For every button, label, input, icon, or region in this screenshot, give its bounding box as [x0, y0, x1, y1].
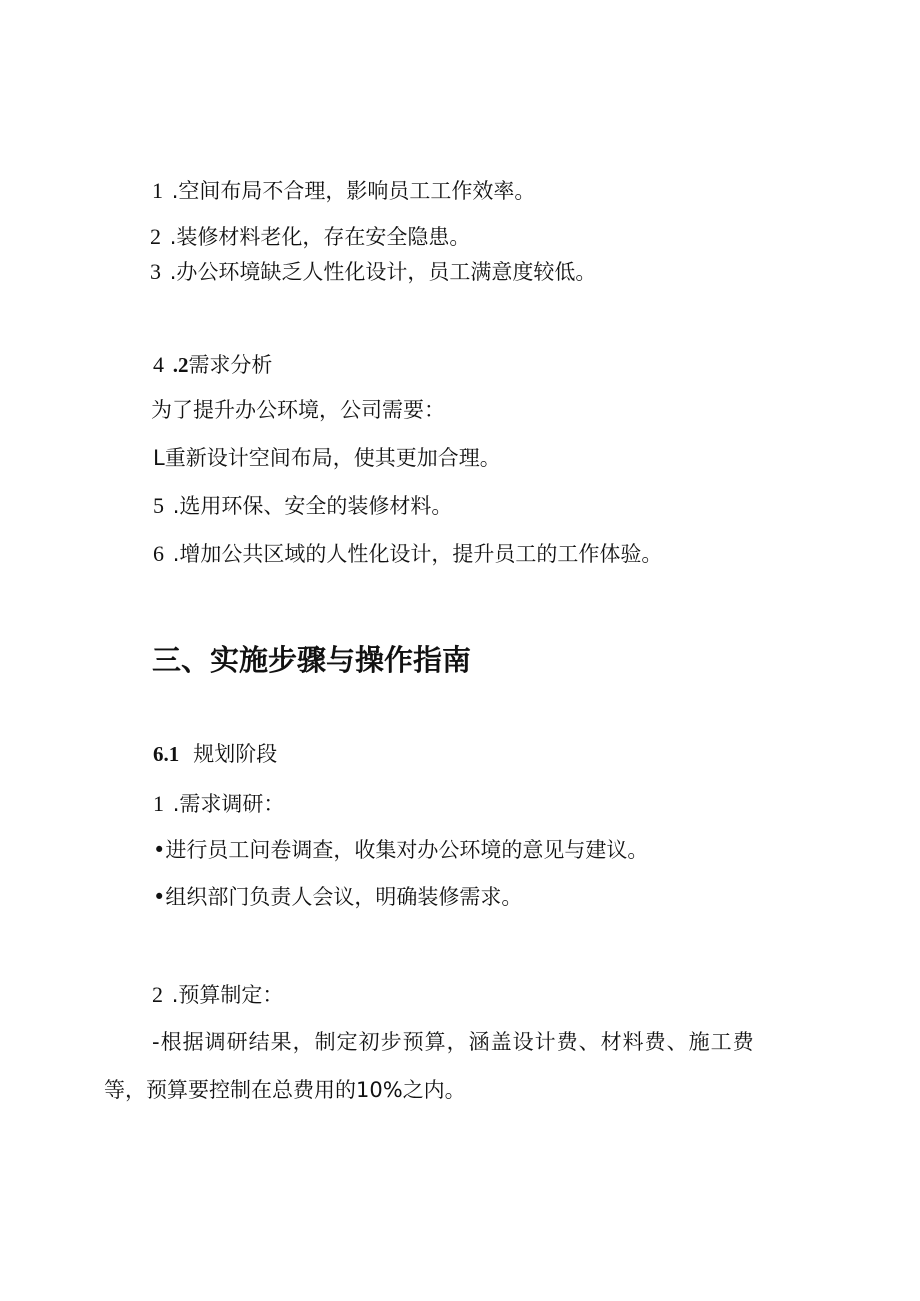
problem-item-3-text: .办公环境缺乏人性化设计，员工满意度较低。 [169, 260, 597, 284]
planning-heading-number: 6.1 [153, 742, 180, 766]
needs-intro: 为了提升办公环境，公司需要： [151, 398, 445, 422]
research-bullet-1: •进行员工问卷调查，收集对办公环境的意见与建议。 [153, 838, 649, 862]
problem-item-2 [150, 226, 470, 248]
problem-item-1 [152, 180, 535, 202]
research-number: 1 [153, 791, 164, 816]
research-bullet-2: •组织部门负责人会议，明确装修需求。 [153, 885, 523, 909]
needs-item-6-number: 6 [153, 541, 164, 566]
planning-heading [153, 744, 277, 765]
needs-item-5-number: 5 [153, 493, 164, 518]
budget-title-text: .预算制定： [171, 983, 284, 1007]
problem-item-2-number: 2 [150, 224, 161, 249]
planning-heading-text: 规划阶段 [193, 742, 278, 766]
needs-item-5 [153, 495, 452, 517]
needs-heading-number: 4 [153, 352, 164, 377]
research-title-text: .需求调研： [172, 792, 285, 816]
budget-paragraph-line-1: -根据调研结果，制定初步预算，涵盖设计费、材料费、施工费 [152, 1030, 755, 1054]
needs-item-6-text: .增加公共区域的人性化设计，提升员工的工作体验。 [172, 542, 663, 566]
budget-title [152, 984, 283, 1006]
chapter-title: 三、实施步骤与操作指南 [152, 643, 472, 677]
needs-item-5-text: .选用环保、安全的装修材料。 [172, 494, 453, 518]
needs-heading-text: 需求分析 [188, 353, 273, 377]
needs-item-6 [153, 543, 662, 565]
budget-paragraph-line-2: 等，预算要控制在总费用的10%之内。 [104, 1078, 466, 1102]
problem-item-1-text: .空间布局不合理，影响员工工作效率。 [171, 179, 536, 203]
problem-item-1-number: 1 [152, 178, 163, 203]
needs-heading [153, 354, 272, 376]
problem-item-3 [150, 261, 596, 283]
problem-item-3-number: 3 [150, 259, 161, 284]
budget-number: 2 [152, 982, 163, 1007]
problem-item-2-text: .装修材料老化，存在安全隐患。 [169, 225, 471, 249]
research-title [153, 793, 284, 815]
needs-item-l: L重新设计空间布局，使其更加合理。 [153, 446, 501, 470]
needs-heading-sub: .2 [172, 353, 189, 377]
